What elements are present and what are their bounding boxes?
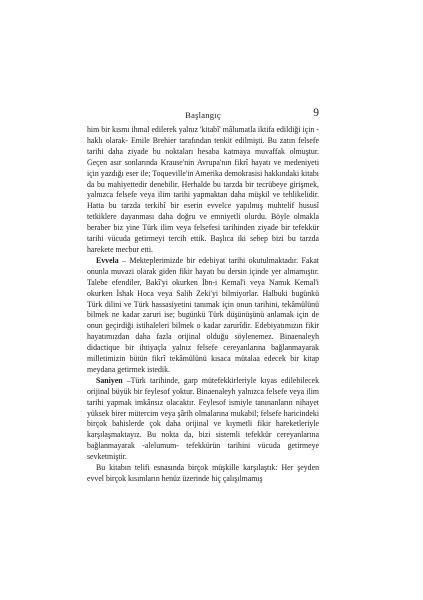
body-text	[87, 125, 319, 485]
paragraph-lead: Evvela	[96, 255, 119, 265]
paragraph-text: Bu kitabın telifi esnasında birçok müşkille karşılaştık: Her şeyden evvel birçok kısımların henüz üzerinde hiç çalışılmamış	[87, 463, 319, 483]
paragraph-text: him bir kısmı ihmal edilerek yalnız 'kitabî' mâlumatla iktifa edildiği için -haklı olarak- Emile Brehier tarafından tenkit edilmişti. Bu zatın felsefe tarihi daha ziyade bu noktaları hesaba katmaya muvaffak olmuştur. Geçen asır sonlarında Krause'nin Avrupa'nın fikrî hayatı ve medeniyeti için yazdığı eser ile; Toqueville'in Amerika demokrasisi hakkındaki kitabı da bu mahiyettedir denebilir. Herhalde bu tarzda bir tecrübeye girişmek, yalnızca felsefe veya ilim tarihi yapmaktan daha müşkil ve tehlikelidir. Hatta bu tarzda terkibî bir eserin evvelce yapılmış muhtelif hususî tetkiklere dayanması daha doğru ve emniyetli olurdu. Böyle olmakla beraber biz yine Türk ilim veya felsefesi tarihinden ziyade bir tefekkür tarihi vücuda getirmeyi tercih ettik. Başlıca iki sebep bizi bu tarzda harekete mecbur etti.	[87, 125, 319, 254]
paragraph-text: –Türk tarihinde, garp mütefekkirleriyle kıyas edilebilecek orijinal büyük bir feylesof yoktur. Binaenaleyh yalnızca felsefe veya ilim tarihi yapmak imkânsız olacaktır. Feylesof ismiyle tanınanların nihayet yüksek birer mütercim veya şârih olmalarına mukabil; felsefe haricindeki birçok bahislerde çok daha orijinal ve kıymetli fikir hareketleriyle karşılaşmaktayız. Bu nokta da, bizi sistemli tefekkür cereyanlarına bağlanmayarak -alelumum- tefekkürün tarihini vücuda getirmeye sevketmiştir.	[87, 375, 319, 462]
paragraph-text: – Mekteplerimizde bir edebiyat tarihi okutulmaktadır. Fakat onunla muvazi olarak giden fikir hayatı bu dersin içinde yer almamıştır. Talebe efendiler, Bakî'yi okurken İbn-i Kemal'i veya Namık Kemal'i okurken İshak Hoca veya Salih Zeki'yi bilmiyorlar. Halbuki bugünkü Türk dilini ve Türk hassasiyetini tanımak için onun tarihini, tekâmülünü bilmek ne kadar zaruri ise; bugünkü Türk düşünüşünü anlamak için de onun geçirdiği istihaleleri bilmek o kadar zarurîdir. Edebiyatımızın fikir hayatımızdan daha fazla orijinal olduğu söylenemez. Binaenaleyh didactique bir ihtiyaçla yalnız felsefe cereyanlarına bağlanmayarak milletimizin bütün fikrî tekâmülünü kısaca mütalaa edecek bir kitap meydana getirmek istedik.	[87, 255, 319, 374]
page-number: 9	[313, 107, 319, 119]
paragraph	[87, 256, 319, 376]
paragraph-lead: Saniyen	[96, 375, 123, 385]
running-head	[87, 107, 319, 126]
paragraph	[87, 376, 319, 463]
running-title: Başlangıç	[185, 110, 221, 120]
paragraph	[87, 125, 319, 256]
paragraph	[87, 463, 319, 485]
